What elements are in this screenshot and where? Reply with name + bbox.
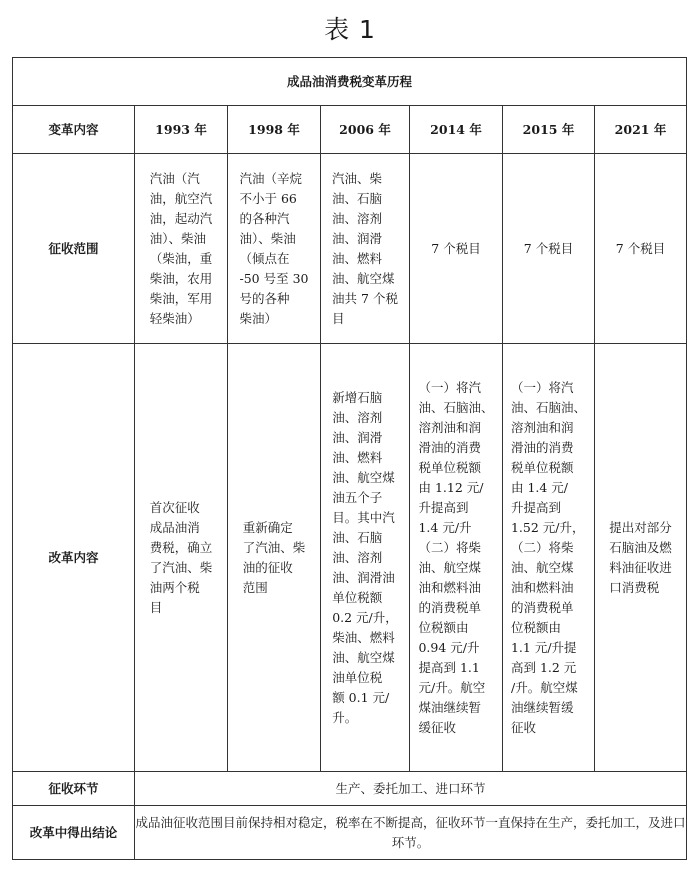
consumption-tax-table — [12, 57, 687, 860]
reform-label: 改革内容 — [13, 344, 135, 772]
stage-label: 征收环节 — [13, 772, 135, 806]
reform-text: 提出对部分 石脑油及燃 料油征收进 口消费税 — [609, 519, 672, 595]
document-title: 表 1 — [324, 15, 376, 44]
stage-value: 生产、委托加工、进口环节 — [135, 772, 687, 806]
scope-text: 7 个税目 — [523, 240, 574, 256]
scope-text: 汽油（汽 油，航空汽 油，起动汽 油）、柴油 （柴油，重 柴油，农用 柴油，军用 轻柴油） — [149, 170, 213, 326]
row-header-label: 变革内容 — [13, 106, 135, 154]
conclusion-row — [13, 806, 687, 860]
reform-text: （一）将汽 油、石脑油、 溶剂油和润 滑油的消费 税单位税额 由 1.4 元/ 升提高到 1.52 元/升， （二）将柴 油、航空煤 油和燃料油 的消费税单 位税额由 1.1 元/升提 高到 1.2 元 /升。航空煤 油继续暂缓 征收 — [510, 379, 586, 735]
year-header: 2014 年 — [410, 106, 503, 154]
year-header: 1998 年 — [228, 106, 321, 154]
reform-row — [13, 344, 687, 772]
table-caption: 成品油消费税变革历程 — [13, 58, 687, 106]
caption-row — [13, 58, 687, 106]
scope-text: 汽油、柴 油、石脑 油、溶剂 油、润滑 油、燃料 油、航空煤 油共 7 个税 目 — [332, 170, 398, 326]
reform-text: 首次征收 成品油消 费税，确立 了汽油、柴 油两个税 目 — [149, 499, 213, 615]
conclusion-label: 改革中得出结论 — [13, 806, 135, 860]
scope-text: 7 个税目 — [615, 240, 666, 256]
scope-text: 汽油（辛烷 不小于 66 的各种汽 油）、柴油 （倾点在 -50 号至 30 号的各种 柴油） — [239, 170, 309, 326]
reform-text: 重新确定 了汽油、柴 油的征收 范围 — [242, 519, 306, 595]
reform-cell — [321, 344, 410, 772]
header-row — [13, 106, 687, 154]
scope-cell — [595, 154, 687, 344]
reform-cell — [228, 344, 321, 772]
reform-text: （一）将汽 油、石脑油、 溶剂油和润 滑油的消费 税单位税额 由 1.12 元/ 升提高到 1.4 元/升 （二）将柴 油、航空煤 油和燃料油 的消费税单 位税额由 0.94 元/升 提高到 1.1 元/升。航空 煤油继续暂 缓征收 — [418, 379, 494, 735]
conclusion-value: 成品油征收范围目前保持相对稳定，税率在不断提高，征收环节一直保持在生产，委托加工，及进口环节。 — [135, 806, 687, 860]
scope-cell — [503, 154, 595, 344]
year-header: 1993 年 — [135, 106, 228, 154]
scope-cell — [228, 154, 321, 344]
reform-cell — [503, 344, 595, 772]
year-header: 2006 年 — [321, 106, 410, 154]
scope-text: 7 个税目 — [431, 240, 481, 256]
year-header: 2021 年 — [595, 106, 687, 154]
scope-cell — [410, 154, 503, 344]
scope-row — [13, 154, 687, 344]
scope-cell — [321, 154, 410, 344]
year-header: 2015 年 — [503, 106, 595, 154]
scope-cell — [135, 154, 228, 344]
reform-text: 新增石脑 油、溶剂 油、润滑 油、燃料 油、航空煤 油五个子 目。其中汽 油、石脑 油、溶剂 油、润滑油 单位税额 0.2 元/升， 柴油、燃料 油、航空煤 油单位税 额 0.1 元/ 升。 — [332, 389, 398, 725]
scope-label: 征收范围 — [13, 154, 135, 344]
reform-cell — [410, 344, 503, 772]
stage-row — [13, 772, 687, 806]
reform-cell — [595, 344, 687, 772]
reform-cell — [135, 344, 228, 772]
